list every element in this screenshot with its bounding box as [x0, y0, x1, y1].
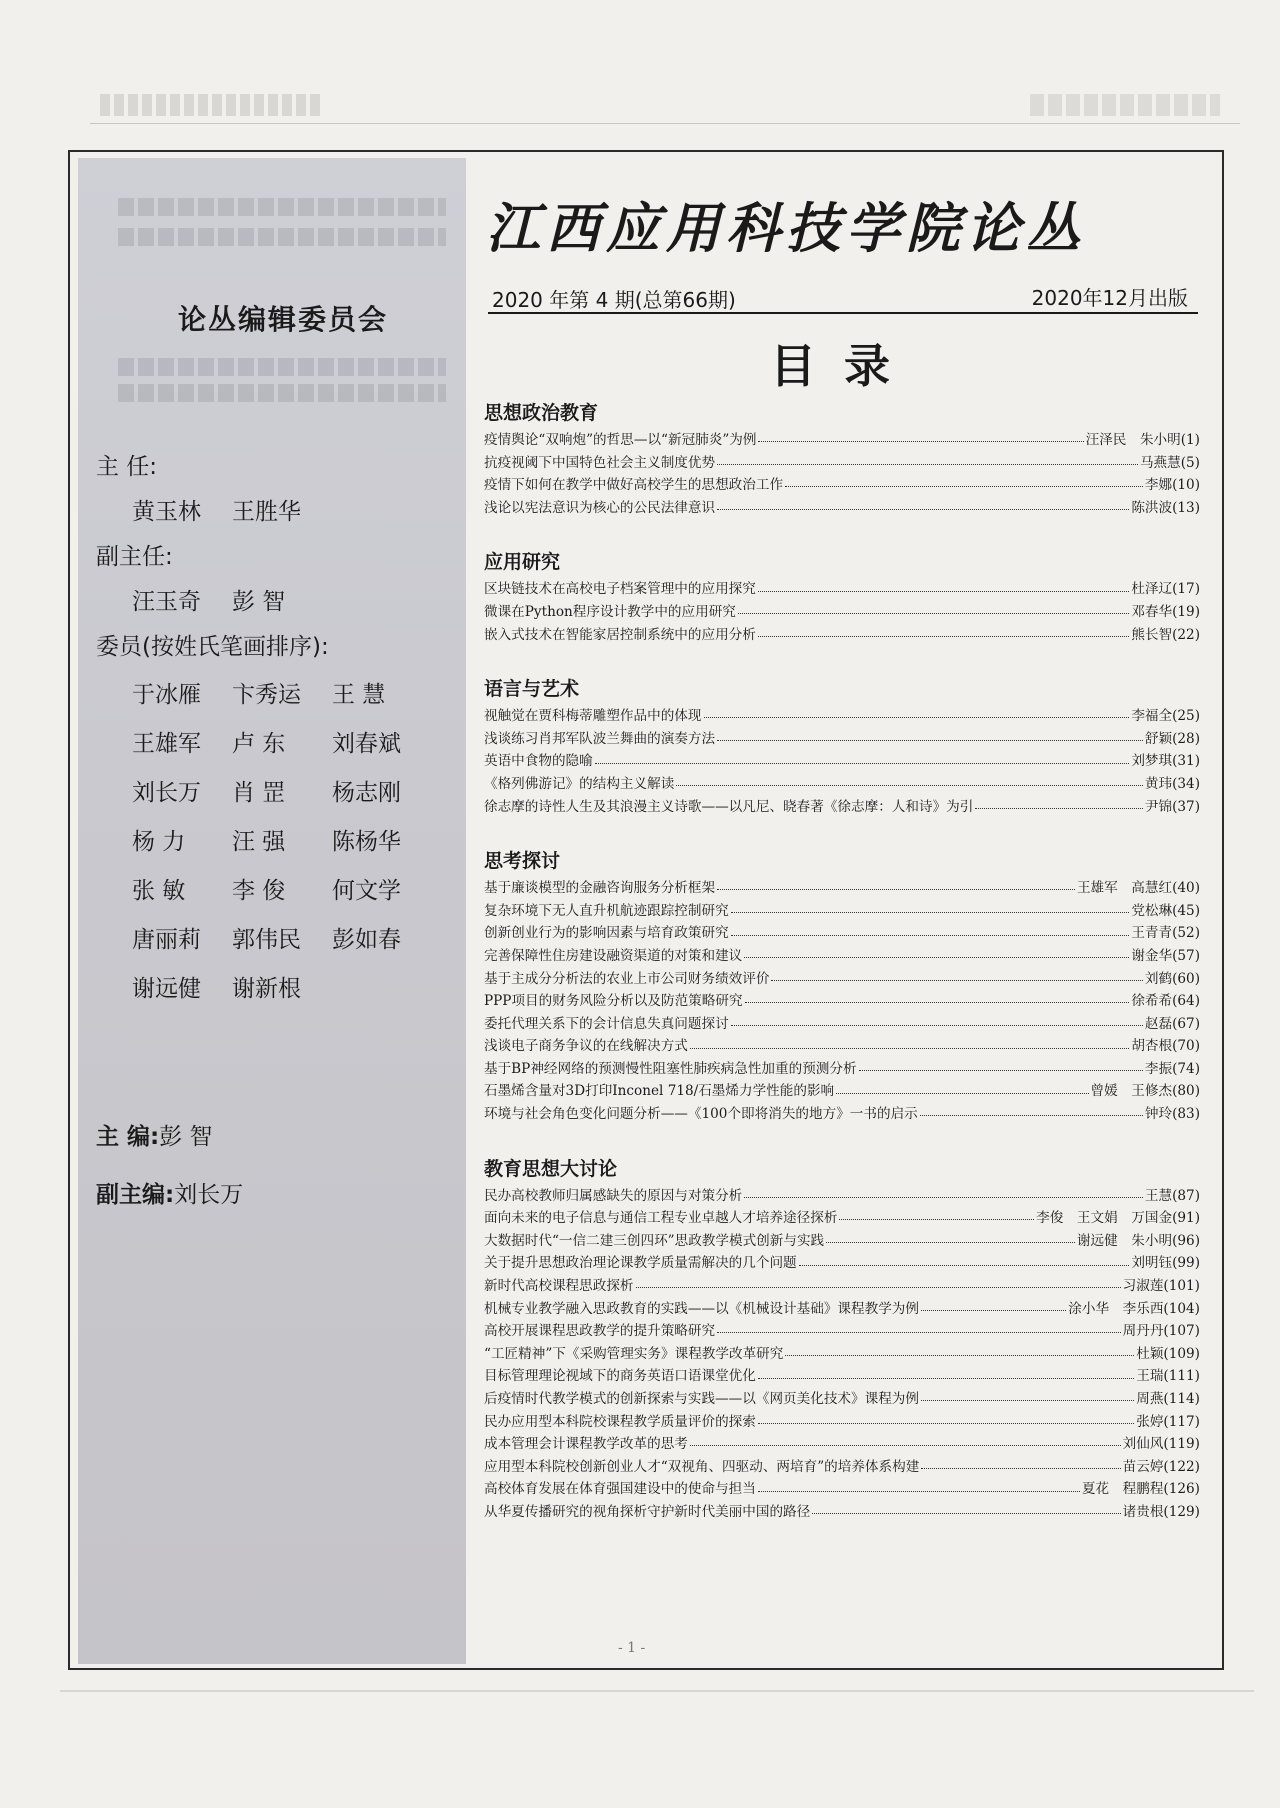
author-page: 谢远健 朱小明(96) — [1076, 1232, 1200, 1249]
director-name: 王胜华 — [232, 499, 301, 525]
author-page: 张婷(117) — [1136, 1413, 1200, 1430]
toc-entry — [484, 601, 1200, 624]
toc-section — [484, 846, 1200, 1126]
article-title: 目标管理理论视域下的商务英语口语课堂优化 — [484, 1368, 756, 1385]
member-name: 卞秀运 — [232, 682, 301, 708]
article-title: 后疫情时代教学模式的创新探索与实践——以《网页美化技术》课程为例 — [484, 1391, 919, 1407]
toc-entry — [484, 1343, 1200, 1366]
dot-leader — [758, 429, 1083, 442]
author-page: 胡杏根(70) — [1131, 1038, 1200, 1055]
article-title: 关于提升思想政治理论课教学质量需解决的几个问题 — [484, 1255, 797, 1272]
editorial-board-heading: 论丛编辑委员会 — [177, 303, 388, 336]
article-title: 徐志摩的诗性人生及其浪漫主义诗歌——以凡尼、晓春著《徐志摩：人和诗》为引 — [484, 798, 974, 815]
author-page: 徐希希(64) — [1131, 993, 1200, 1010]
director-name: 黄玉林 — [132, 499, 201, 525]
dot-leader — [785, 474, 1143, 487]
toc-entry — [484, 968, 1200, 991]
table-of-contents — [484, 398, 1200, 1552]
dot-leader — [921, 1388, 1134, 1401]
dot-leader — [785, 1343, 1134, 1356]
member-name: 杨 力 — [132, 829, 186, 855]
dot-leader — [920, 1103, 1143, 1116]
dot-leader — [738, 601, 1129, 614]
toc-entry — [484, 1433, 1200, 1456]
author-page: 黄玮(34) — [1144, 775, 1200, 792]
member-name: 王雄军 — [132, 731, 201, 757]
toc-entry — [484, 796, 1200, 819]
dot-leader — [826, 1230, 1075, 1243]
article-title: 委托代理关系下的会计信息失真问题探讨 — [484, 1015, 729, 1032]
members-row — [132, 970, 332, 1003]
deputy-editor — [96, 1176, 243, 1209]
article-title: 环境与社会角色变化问题分析——《100个即将消失的地方》一书的启示 — [484, 1106, 918, 1123]
author-page: 涂小华 李乐西(104) — [1068, 1300, 1200, 1317]
issue-line — [488, 282, 1198, 314]
author-page: 王瑞(111) — [1136, 1368, 1200, 1385]
author-page: 李娜(10) — [1144, 477, 1200, 494]
article-title: 微课在Python程序设计教学中的应用研究 — [484, 603, 736, 620]
toc-entry — [484, 945, 1200, 968]
dot-leader — [676, 773, 1143, 786]
author-page: 习淑莲(101) — [1122, 1278, 1200, 1295]
member-name: 谢新根 — [232, 976, 301, 1002]
toc-entry — [484, 1058, 1200, 1081]
member-name: 卢 东 — [232, 731, 286, 757]
author-page: 诸贵根(129) — [1122, 1503, 1200, 1520]
toc-entry — [484, 452, 1200, 475]
member-name: 刘春斌 — [332, 731, 401, 757]
article-title: 民办高校教师归属感缺失的原因与对策分析 — [484, 1187, 743, 1204]
faded-header-text-left — [100, 94, 320, 116]
toc-entry — [484, 1080, 1200, 1103]
deputy-name: 彭 智 — [232, 589, 286, 615]
director-label: 主 任: — [96, 454, 158, 480]
members-row — [132, 774, 432, 807]
dot-leader — [717, 452, 1138, 465]
section-title: 思考探讨 — [484, 850, 561, 873]
toc-entry — [484, 1501, 1200, 1524]
journal-title: 江西应用科技学院论丛 — [486, 196, 1086, 260]
dot-leader — [771, 968, 1142, 981]
article-title: 视触觉在贾科梅蒂雕塑作品中的体现 — [484, 708, 702, 725]
dot-leader — [731, 922, 1130, 935]
dot-leader — [758, 1478, 1080, 1491]
author-page: 邓春华(19) — [1131, 603, 1200, 620]
page-edge-line — [60, 1690, 1254, 1692]
author-page: 赵磊(67) — [1144, 1015, 1200, 1032]
article-title: 从华夏传播研究的视角探析守护新时代美丽中国的路径 — [484, 1503, 811, 1520]
toc-entry — [484, 1320, 1200, 1343]
author-page: 尹锦(37) — [1144, 798, 1200, 815]
toc-entry — [484, 1103, 1200, 1126]
toc-entry — [484, 750, 1200, 773]
toc-entry — [484, 1035, 1200, 1058]
author-page: 刘梦琪(31) — [1131, 753, 1200, 770]
author-page: 钟玲(83) — [1144, 1106, 1200, 1123]
member-name: 彭如春 — [332, 927, 401, 953]
toc-entry — [484, 1185, 1200, 1208]
members-row — [132, 823, 432, 856]
toc-entry — [484, 578, 1200, 601]
author-page: 李俊 王文娟 万国金(91) — [1036, 1210, 1200, 1227]
author-page: 李振(74) — [1144, 1060, 1200, 1077]
toc-entry — [484, 1298, 1200, 1321]
author-page: 曾媛 王修杰(80) — [1090, 1083, 1200, 1100]
article-title: 机械专业教学融入思政教育的实践——以《机械设计基础》课程教学为例 — [484, 1300, 919, 1317]
member-name: 于冰雁 — [132, 682, 201, 708]
dot-leader — [690, 1433, 1121, 1446]
dot-leader — [745, 990, 1130, 1003]
article-title: 浅谈电子商务争议的在线解决方式 — [484, 1038, 688, 1055]
dot-leader — [975, 796, 1143, 809]
toc-entry — [484, 1207, 1200, 1230]
author-page: 刘鹤(60) — [1144, 970, 1200, 987]
dot-leader — [758, 578, 1129, 591]
header-rule — [90, 123, 1240, 124]
toc-entry — [484, 1252, 1200, 1275]
member-name: 唐丽莉 — [132, 927, 201, 953]
author-page: 杜颖(109) — [1136, 1345, 1200, 1362]
issue-number: 2020 年第 4 期(总第66期) — [492, 288, 736, 312]
article-title: 高校开展课程思政教学的提升策略研究 — [484, 1323, 716, 1340]
members-row — [132, 872, 432, 905]
toc-entry — [484, 429, 1200, 452]
deputy-director-label: 副主任: — [96, 544, 173, 570]
toc-section — [484, 1154, 1200, 1524]
author-page: 舒颖(28) — [1144, 730, 1200, 747]
toc-entry — [484, 900, 1200, 923]
dot-leader — [921, 1456, 1120, 1469]
article-title: 复杂环境下无人直升机航迹跟踪控制研究 — [484, 902, 729, 919]
top-header-strip — [90, 92, 1240, 124]
article-title: 新时代高校课程思政探析 — [484, 1278, 634, 1295]
author-page: 汪泽民 朱小明(1) — [1085, 432, 1200, 448]
toc-entry — [484, 728, 1200, 751]
dot-leader — [717, 877, 1075, 890]
member-name: 肖 罡 — [232, 780, 286, 806]
article-title: “工匠精神”下《采购管理实务》课程教学改革研究 — [484, 1345, 784, 1362]
member-name: 郭伟民 — [232, 927, 301, 953]
dot-leader — [758, 624, 1129, 637]
dot-leader — [636, 1275, 1121, 1288]
chief-editor-label: 主 编: — [96, 1124, 160, 1150]
member-name: 何文学 — [332, 878, 401, 904]
article-title: 疫情舆论“双响炮”的哲思—以“新冠肺炎”为例 — [484, 432, 757, 448]
article-title: 石墨烯含量对3D打印Inconel 718/石墨烯力学性能的影响 — [484, 1083, 835, 1100]
toc-title: 目录 — [770, 339, 918, 393]
bleed-through-text — [118, 228, 446, 246]
author-page: 党松琳(45) — [1131, 902, 1200, 919]
toc-entry — [484, 705, 1200, 728]
deputies-row — [132, 583, 332, 616]
faded-header-text-right — [1030, 94, 1220, 116]
article-title: 高校体育发展在体育强国建设中的使命与担当 — [484, 1481, 756, 1498]
dot-leader — [859, 1058, 1143, 1071]
article-title: 《格列佛游记》的结构主义解读 — [484, 775, 675, 792]
toc-entry — [484, 1478, 1200, 1501]
chief-editor — [96, 1118, 213, 1151]
author-page: 夏花 程鹏程(126) — [1081, 1481, 1200, 1498]
toc-entry — [484, 1275, 1200, 1298]
section-title: 语言与艺术 — [484, 678, 580, 701]
toc-entry — [484, 624, 1200, 647]
article-title: 民办应用型本科院校课程教学质量评价的探索 — [484, 1413, 756, 1430]
section-title: 思想政治教育 — [484, 402, 599, 424]
dot-leader — [731, 900, 1130, 913]
author-page: 陈洪波(13) — [1131, 499, 1200, 516]
author-page: 马燕慧(5) — [1139, 454, 1200, 471]
toc-entry — [484, 474, 1200, 497]
author-page: 王青青(52) — [1131, 925, 1200, 942]
publish-date: 2020年12月出版 — [1031, 286, 1188, 310]
article-title: 基于BP神经网络的预测慢性阻塞性肺疾病急性加重的预测分析 — [484, 1060, 857, 1077]
section-title: 应用研究 — [484, 551, 561, 574]
member-name: 谢远健 — [132, 976, 201, 1002]
article-title: 区块链技术在高校电子档案管理中的应用探究 — [484, 581, 756, 598]
member-name: 杨志刚 — [332, 780, 401, 806]
dot-leader — [690, 1035, 1129, 1048]
author-page: 刘明钰(99) — [1131, 1255, 1200, 1272]
article-title: 抗疫视阈下中国特色社会主义制度优势 — [484, 454, 716, 471]
toc-section — [484, 547, 1200, 646]
article-title: 面向未来的电子信息与通信工程专业卓越人才培养途径探析 — [484, 1210, 838, 1227]
dot-leader — [758, 1411, 1134, 1424]
toc-section — [484, 674, 1200, 818]
section-title: 教育思想大讨论 — [484, 1157, 618, 1180]
dot-leader — [717, 497, 1129, 510]
author-page: 刘仙风(119) — [1122, 1436, 1200, 1453]
article-title: 嵌入式技术在智能家居控制系统中的应用分析 — [484, 626, 756, 643]
directors-row — [132, 493, 332, 526]
article-title: PPP项目的财务风险分析以及防范策略研究 — [484, 993, 743, 1010]
toc-entry — [484, 1388, 1200, 1411]
dot-leader — [839, 1207, 1034, 1220]
deputy-name: 汪玉奇 — [132, 589, 201, 615]
toc-entry — [484, 1230, 1200, 1253]
dot-leader — [717, 728, 1143, 741]
dot-leader — [744, 945, 1129, 958]
author-page: 周丹丹(107) — [1122, 1323, 1200, 1340]
article-title: 英语中食物的隐喻 — [484, 753, 593, 770]
toc-entry — [484, 497, 1200, 520]
author-page: 杜泽辽(17) — [1131, 581, 1200, 598]
toc-entry — [484, 1365, 1200, 1388]
article-title: 浅谈练习肖邦军队波兰舞曲的演奏方法 — [484, 730, 716, 747]
dot-leader — [921, 1298, 1066, 1311]
dot-leader — [595, 750, 1130, 763]
author-page: 谢金华(57) — [1131, 947, 1200, 964]
toc-entry — [484, 990, 1200, 1013]
article-title: 基于廉谈模型的金融咨询服务分析框架 — [484, 880, 716, 897]
article-title: 浅论以宪法意识为核心的公民法律意识 — [484, 499, 716, 516]
member-name: 陈杨华 — [332, 829, 401, 855]
page-number: - 1 - — [618, 1640, 646, 1656]
article-title: 疫情下如何在教学中做好高校学生的思想政治工作 — [484, 477, 784, 494]
bleed-through-text — [118, 358, 446, 376]
members-row — [132, 725, 432, 758]
toc-entry — [484, 922, 1200, 945]
member-name: 李 俊 — [232, 878, 286, 904]
toc-entry — [484, 877, 1200, 900]
article-title: 完善保障性住房建设融资渠道的对策和建议 — [484, 947, 743, 964]
author-page: 王雄军 高慧红(40) — [1076, 880, 1200, 897]
dot-leader — [812, 1501, 1120, 1514]
author-page: 周燕(114) — [1136, 1391, 1200, 1407]
dot-leader — [799, 1252, 1130, 1265]
toc-entry — [484, 773, 1200, 796]
bleed-through-text — [118, 198, 446, 216]
members-row — [132, 676, 432, 709]
article-title: 应用型本科院校创新创业人才“双视角、四驱动、两培育”的培养体系构建 — [484, 1458, 920, 1475]
bleed-through-text — [118, 384, 446, 402]
dot-leader — [717, 1320, 1121, 1333]
toc-entry — [484, 1411, 1200, 1434]
members-label: 委员(按姓氏笔画排序): — [96, 634, 329, 660]
chief-editor-name: 彭 智 — [159, 1124, 213, 1150]
deputy-editor-name: 刘长万 — [174, 1182, 244, 1208]
dot-leader — [744, 1185, 1143, 1198]
deputy-editor-label: 副主编: — [96, 1182, 175, 1208]
member-name: 刘长万 — [132, 780, 201, 806]
author-page: 苗云婷(122) — [1122, 1458, 1200, 1475]
article-title: 成本管理会计课程教学改革的思考 — [484, 1436, 688, 1453]
dot-leader — [836, 1080, 1088, 1093]
toc-section — [484, 398, 1200, 519]
article-title: 大数据时代“一信二建三创四环”思政教学模式创新与实践 — [484, 1232, 825, 1249]
article-title: 基于主成分分析法的农业上市公司财务绩效评价 — [484, 970, 770, 987]
toc-entry — [484, 1013, 1200, 1036]
editorial-board-sidebar — [78, 158, 466, 1664]
member-name: 张 敏 — [132, 878, 186, 904]
dot-leader — [758, 1365, 1134, 1378]
dot-leader — [704, 705, 1130, 718]
member-name: 王 慧 — [332, 682, 386, 708]
author-page: 熊长智(22) — [1131, 626, 1200, 643]
dot-leader — [731, 1013, 1143, 1026]
author-page: 王慧(87) — [1144, 1187, 1200, 1204]
members-row — [132, 921, 432, 954]
author-page: 李福全(25) — [1131, 708, 1200, 725]
member-name: 汪 强 — [232, 829, 286, 855]
toc-entry — [484, 1456, 1200, 1479]
article-title: 创新创业行为的影响因素与培育政策研究 — [484, 925, 729, 942]
